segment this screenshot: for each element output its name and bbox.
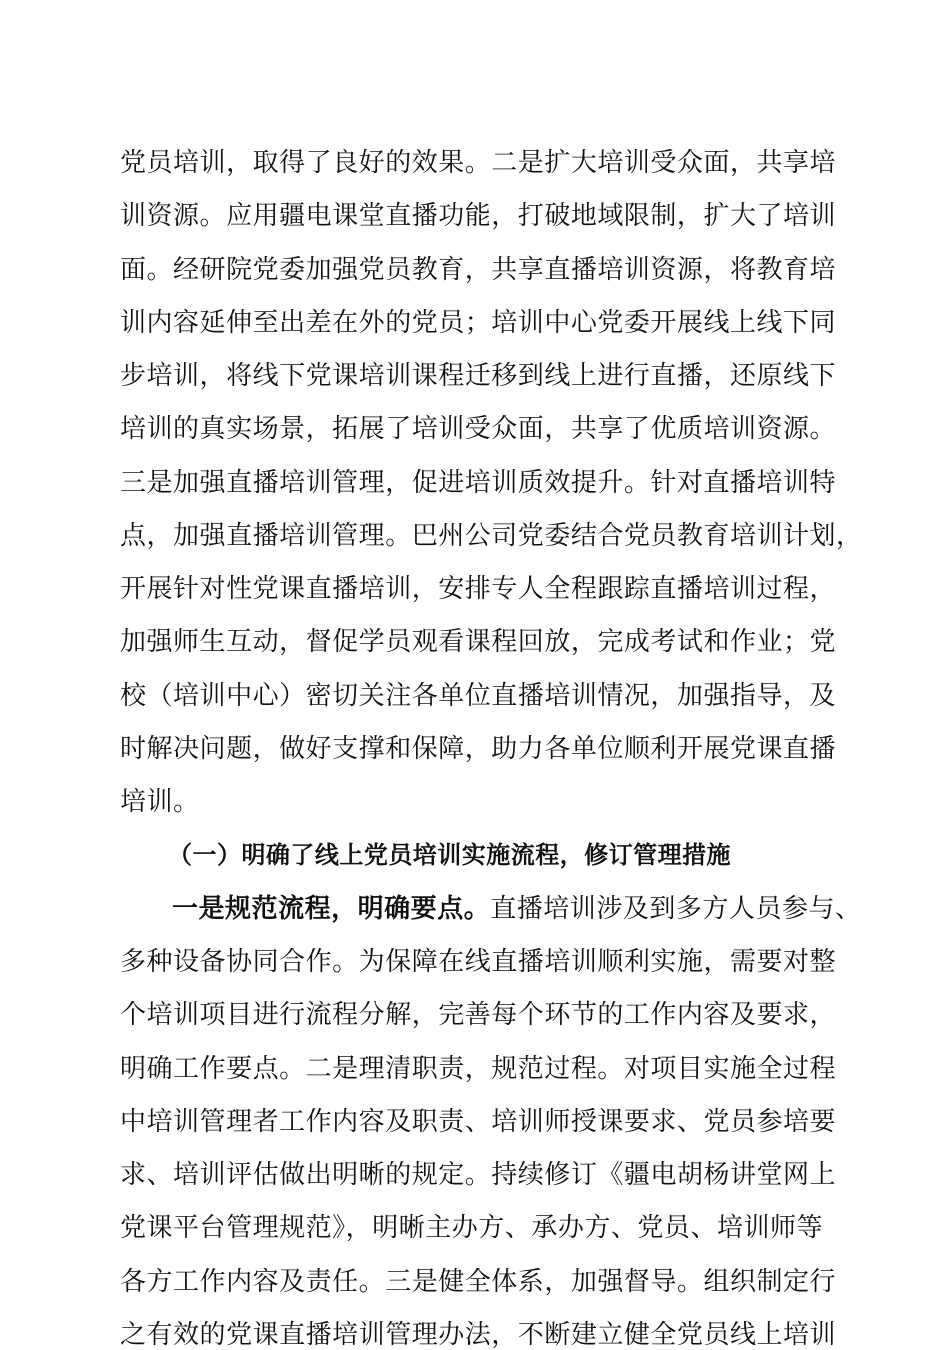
- section-line: 多种设备协同合作。为保障在线直播培训顺利实施，需要对整: [120, 947, 837, 977]
- section-first-line: [172, 896, 862, 922]
- section-line: 党课平台管理规范》，明晰主办方、承办方、党员、培训师等: [120, 1213, 824, 1243]
- paragraph-line: 校（培训中心）密切关注各单位直播培训情况，加强指导，及: [120, 681, 837, 711]
- section-line: 明确工作要点。二是理清职责，规范过程。对项目实施全过程: [120, 1054, 837, 1084]
- section-line: 求、培训评估做出明晰的规定。持续修订《疆电胡杨讲堂网上: [120, 1160, 837, 1190]
- section-line: 个培训项目进行流程分解，完善每个环节的工作内容及要求，: [120, 1000, 837, 1030]
- paragraph-line: 培训。: [120, 787, 200, 817]
- paragraph-line: 党员培训，取得了良好的效果。二是扩大培训受众面，共享培: [120, 148, 837, 178]
- paragraph-line: 训内容延伸至出差在外的党员；培训中心党委开展线上线下同: [120, 308, 837, 338]
- paragraph-line: 训资源。应用疆电课堂直播功能，打破地域限制，扩大了培训: [120, 201, 837, 231]
- section-heading: （一）明确了线上党员培训实施流程，修订管理措施: [168, 840, 732, 869]
- section-line: 中培训管理者工作内容及职责、培训师授课要求、党员参培要: [120, 1107, 837, 1137]
- paragraph-line: 面。经研院党委加强党员教育，共享直播培训资源，将教育培: [120, 255, 837, 285]
- paragraph-line: 加强师生互动，督促学员观看课程回放，完成考试和作业；党: [120, 627, 837, 657]
- paragraph-line: 培训的真实场景，拓展了培训受众面，共享了优质培训资源。: [120, 414, 837, 444]
- section-first-rest: 直播培训涉及到多方人员参与、: [490, 894, 862, 924]
- paragraph-line: 点，加强直播培训管理。巴州公司党委结合党员教育培训计划，: [120, 521, 863, 551]
- paragraph-line: 三是加强直播培训管理，促进培训质效提升。针对直播培训特: [120, 468, 837, 498]
- paragraph-line: 开展针对性党课直播培训，安排专人全程跟踪直播培训过程，: [120, 574, 837, 604]
- paragraph-line: 时解决问题，做好支撑和保障，助力各单位顺利开展党课直播: [120, 734, 837, 764]
- section-line: 各方工作内容及责任。三是健全体系，加强督导。组织制定行: [120, 1267, 837, 1297]
- section-first-lead: 一是规范流程，明确要点。: [172, 894, 491, 924]
- section-line: 之有效的党课直播培训管理办法，不断建立健全党员线上培训: [120, 1320, 837, 1350]
- paragraph-line: 步培训，将线下党课培训课程迁移到线上进行直播，还原线下: [120, 361, 837, 391]
